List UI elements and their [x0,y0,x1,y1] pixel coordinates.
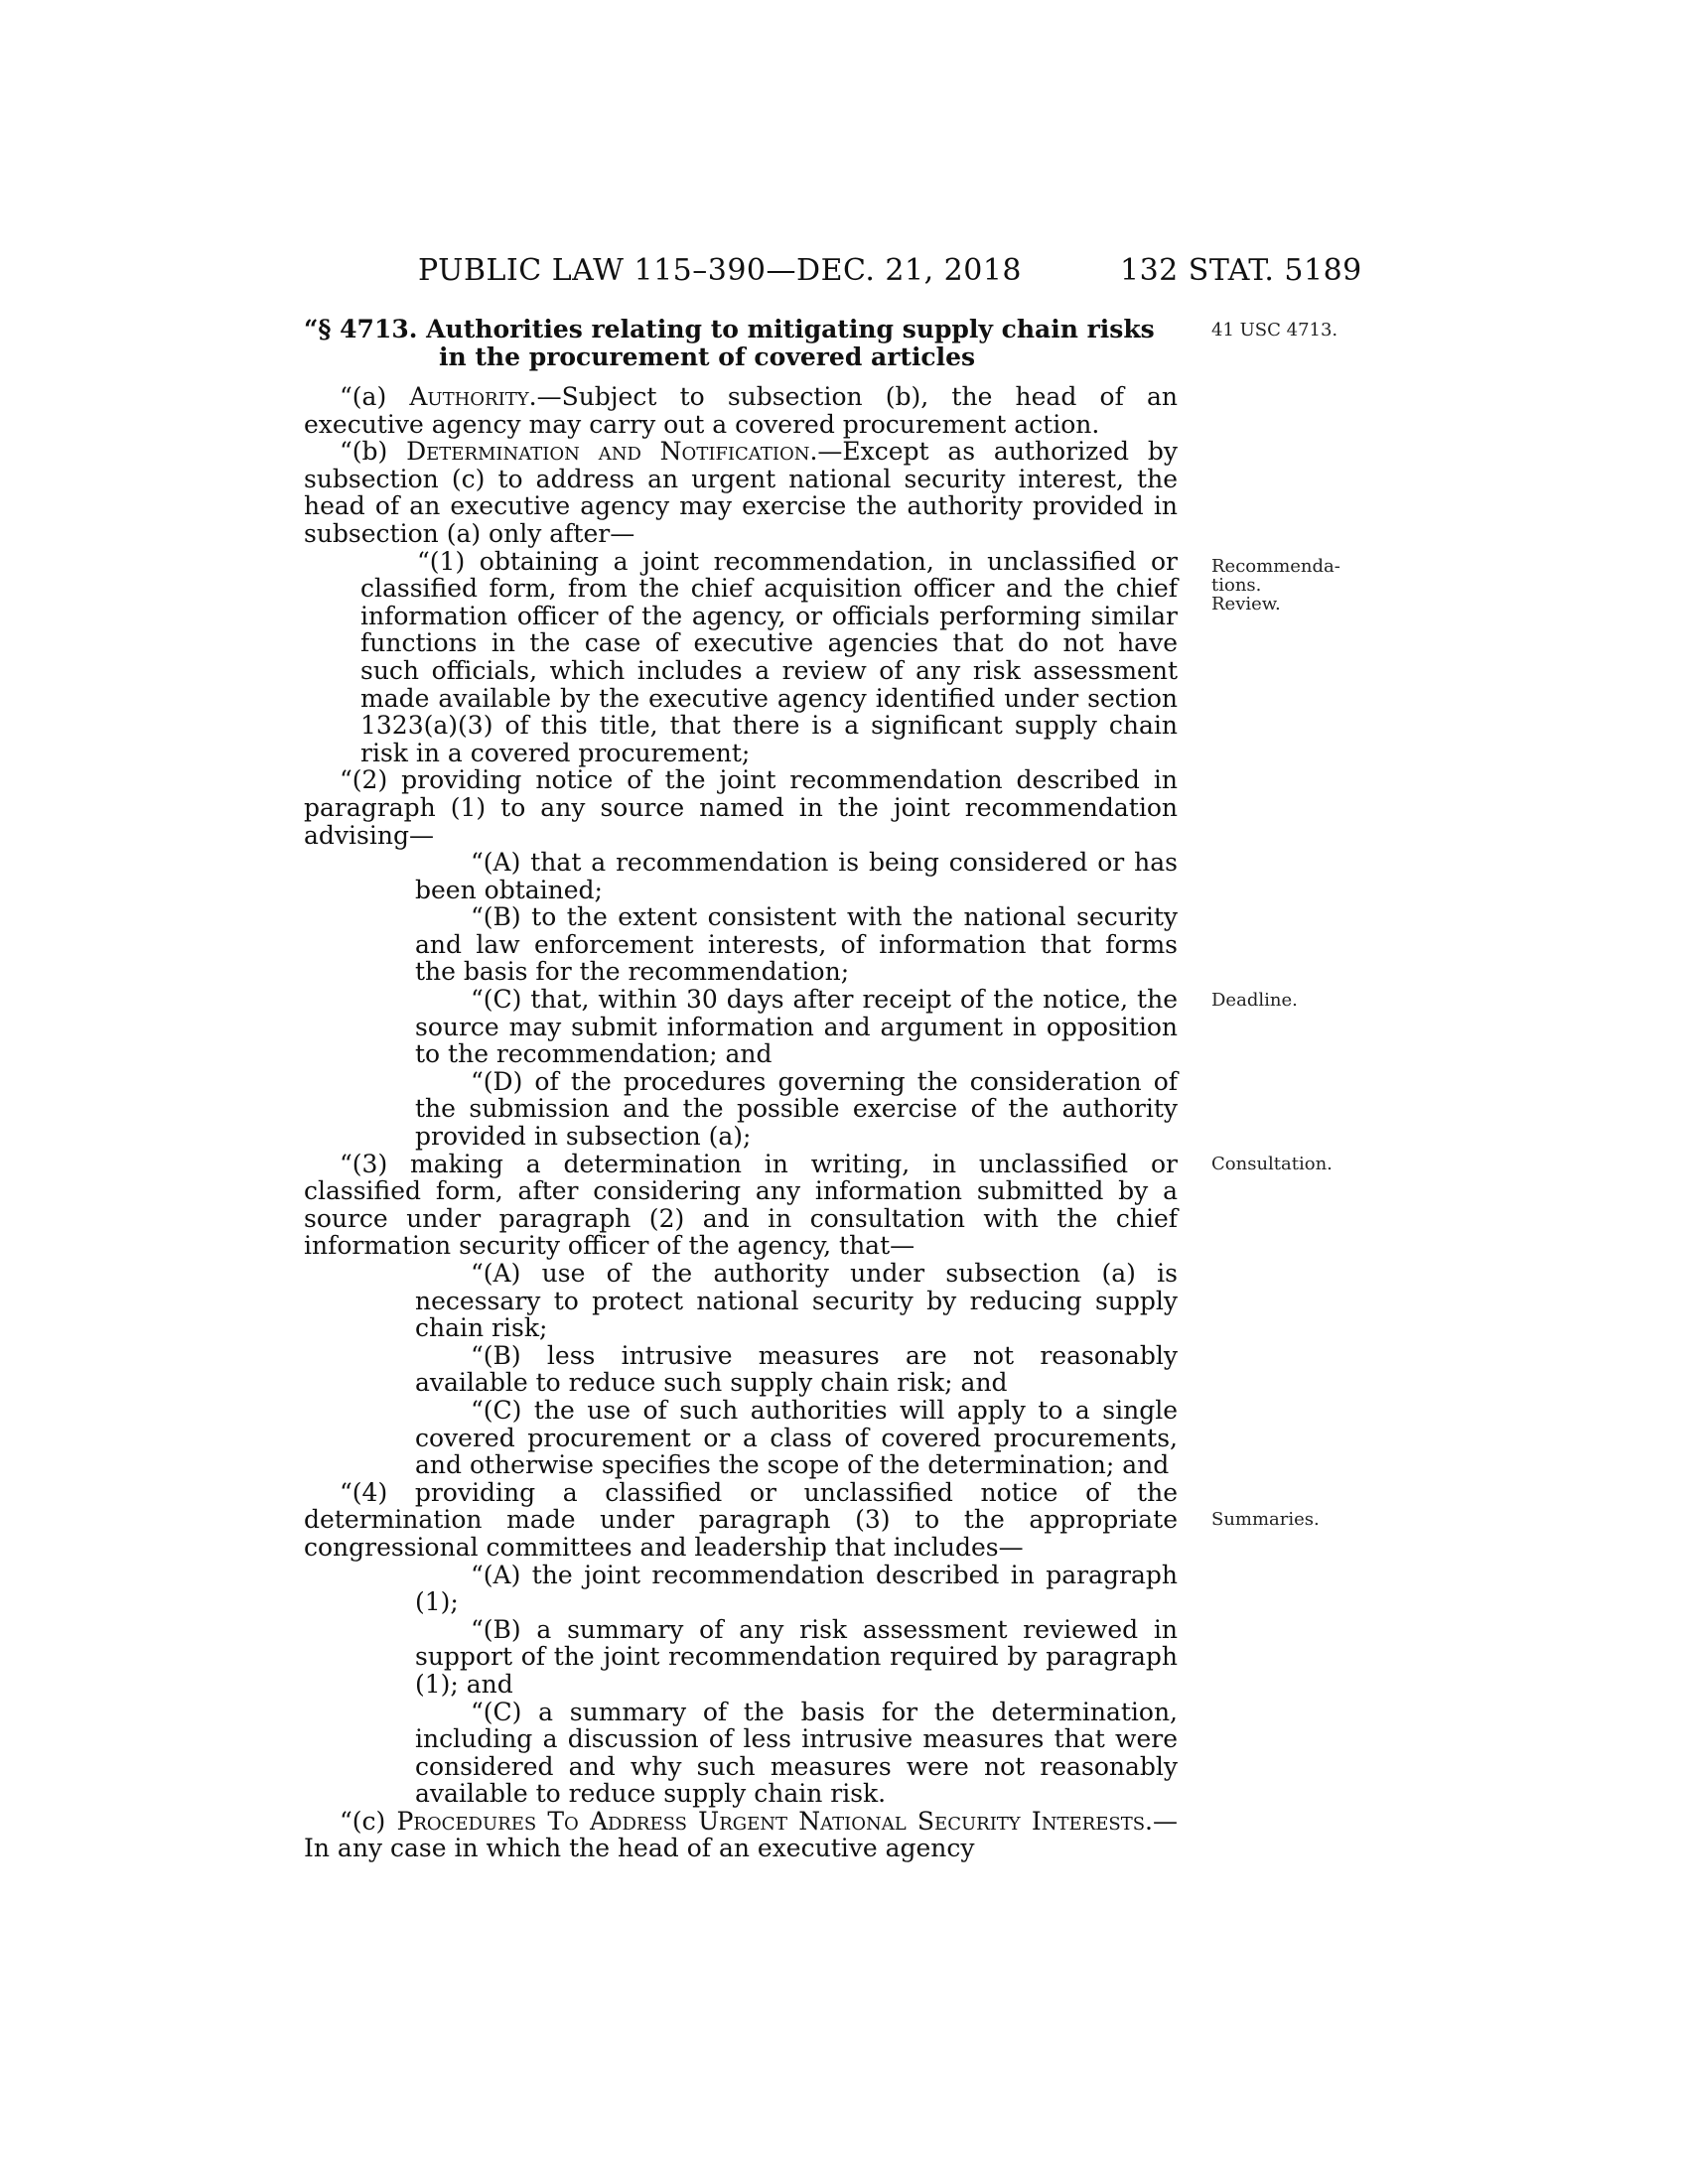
subsection-b-heading: Determination and Notification [406,437,810,467]
subsection-a [304,383,1178,438]
subsection-b-prefix: “(b) [340,437,407,467]
subparagraph-b3A: “(A) use of the authority under subsection (a) is necessary to protect national security by reducing supply chain risk; [415,1259,1178,1343]
section-title [304,316,1184,371]
subparagraph-b3C: “(C) the use of such authorities will apply to a single covered procurement or a class of covered procurements, and otherwise specifies the scope of the determination; and [415,1395,1178,1480]
paragraph-b2: “(2) providing notice of the joint recommendation described in paragraph (1) to any source named in the joint recommendation advising— [304,765,1178,850]
margin-note-recommendations [1211,557,1340,614]
margin-note-recommendations-line-2: tions. [1211,575,1262,596]
margin-note-usc: 41 USC 4713. [1211,320,1338,341]
subparagraph-b2D: “(D) of the procedures governing the consideration of the submission and the possible exercise of the authority provided in subsection (a); [415,1066,1178,1152]
page-number: 132 STAT. 5189 [1120,253,1362,288]
margin-note-review: Review. [1211,594,1281,614]
margin-note-deadline: Deadline. [1211,990,1298,1011]
subparagraph-b2B: “(B) to the extent consistent with the national security and law enforcement interests, of information that forms the basis for the recommendation; [415,902,1178,987]
margin-note-consultation: Consultation. [1211,1154,1333,1174]
subparagraph-b4A: “(A) the joint recommendation described in paragraph (1); [415,1560,1178,1617]
subparagraph-b3B: “(B) less intrusive measures are not reasonably available to reduce such supply chain risk; and [415,1340,1178,1398]
subparagraph-b4B: “(B) a summary of any risk assessment reviewed in support of the joint recommendation required by paragraph (1); and [415,1614,1178,1699]
subparagraph-b4C: “(C) a summary of the basis for the determination, including a discussion of less intrusive measures that were considered and why such measures were not reasonably available to reduce supply chain risk. [415,1697,1178,1809]
subsection-a-text: .—Subject to subsection (b), the head of an executive agency may carry out a covered procurement action. [304,382,1179,439]
statute-body [304,383,1178,1862]
subsection-c-text: .—In any case in which the head of an executive agency [304,1806,1178,1863]
section-title-line-2: in the procurement of covered articles [439,342,976,371]
subsection-c-prefix: “(c) [340,1806,397,1836]
subsection-b-text: .—Except as authorized by subsection (c) to address an urgent national security interest, the head of an executive agency may exercise the authority provided in subsection (a) only after— [304,437,1178,548]
paragraph-b3: “(3) making a determination in writing, in unclassified or classified form, after considering any information submitted by a source under paragraph (2) and in consultation with the chief information security officer of the agency, that— [304,1149,1178,1261]
margin-note-recommendations-line-1: Recommenda- [1211,556,1340,577]
subparagraph-b2A: “(A) that a recommendation is being considered or has been obtained; [415,848,1178,904]
subsection-a-prefix: “(a) [340,382,410,411]
running-header-left: PUBLIC LAW 115–390—DEC. 21, 2018 [418,253,1023,288]
section-title-line-1: “§ 4713. Authorities relating to mitigating supply chain risks [304,315,1155,343]
subparagraph-b2C: “(C) that, within 30 days after receipt of the notice, the source may submit information and argument in opposition to the recommendation; and [415,985,1178,1069]
subsection-b [304,438,1178,547]
subsection-c-heading: Procedures To Address Urgent National Security Interests [396,1806,1146,1836]
paragraph-b1: “(1) obtaining a joint recommendation, in unclassified or classified form, from the chief acquisition officer and the chief information officer of the agency, or officials performing similar functions in the case of executive agencies that do not have such officials, which includes a review of any risk assessment made available by the executive agency identified under section 1323(a)(3) of this title, that there is a significant supply chain risk in a covered procurement; [360,546,1178,767]
subsection-a-heading: Authority [409,382,529,411]
subsection-c [304,1808,1178,1862]
paragraph-b4: “(4) providing a classified or unclassified notice of the determination made under paragraph (3) to the appropriate congressional committees and leadership that includes— [304,1477,1178,1562]
margin-note-summaries: Summaries. [1211,1509,1320,1530]
